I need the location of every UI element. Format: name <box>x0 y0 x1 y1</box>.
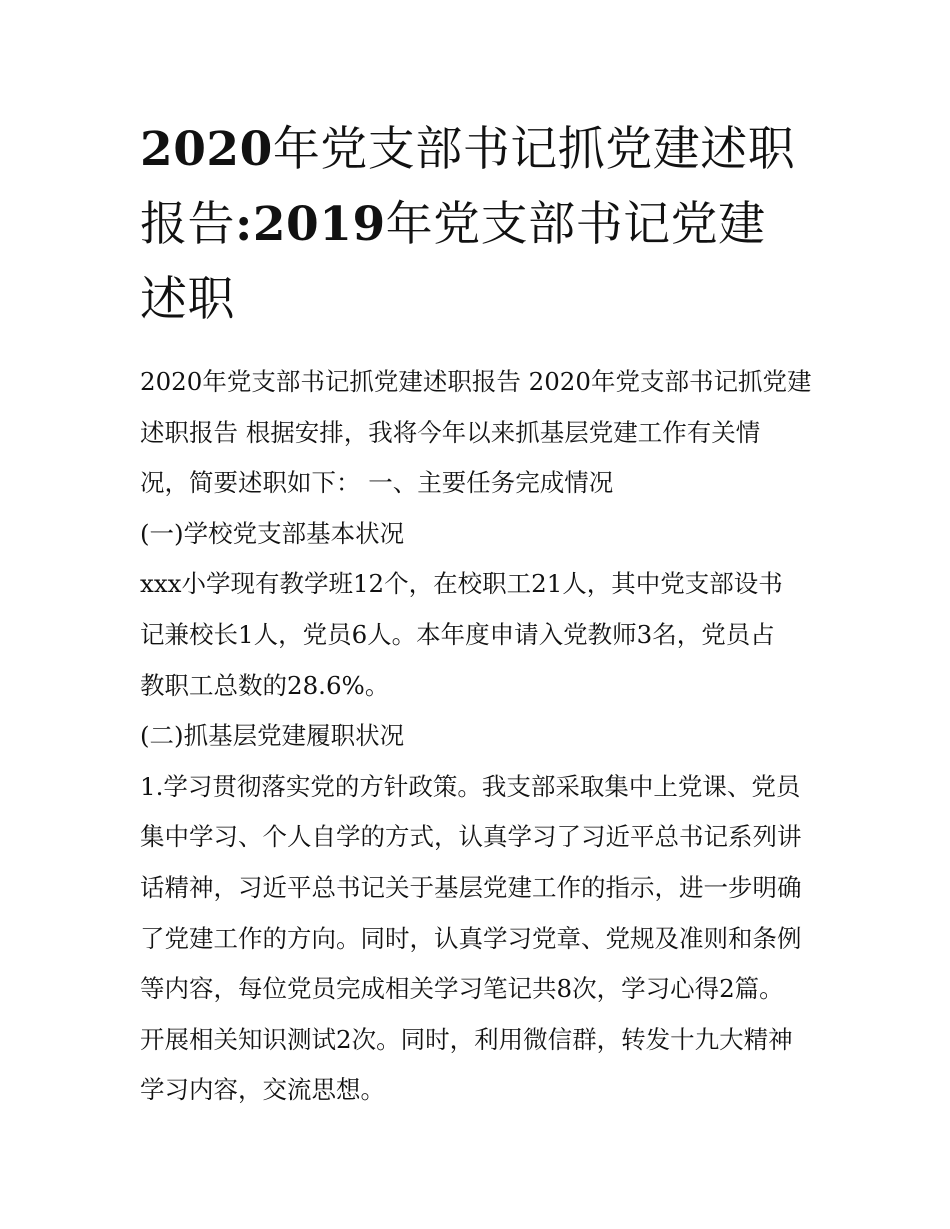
body-line: 话精神，习近平总书记关于基层党建工作的指示，进一步明确 <box>140 872 802 902</box>
title-line <box>140 187 820 262</box>
section-heading: (一)学校党支部基本状况 <box>140 518 405 548</box>
body-line: 1.学习贯彻落实党的方针政策。我支部采取集中上党课、党员 <box>140 771 801 801</box>
section-heading: (二)抓基层党建履职状况 <box>140 721 405 751</box>
title-line <box>140 112 820 187</box>
body-line: 开展相关知识测试2次。同时，利用微信群，转发十九大精神 <box>140 1024 793 1054</box>
body-line: 况，简要述职如下： 一、主要任务完成情况 <box>140 468 614 498</box>
title-year: :2019 <box>235 197 386 252</box>
document-body <box>140 357 820 1116</box>
title-text: 述职 <box>140 272 235 327</box>
body-line: xxx小学现有教学班12个，在校职工21人，其中党支部设书 <box>140 569 783 599</box>
body-line: 等内容，每位党员完成相关学习笔记共8次，学习心得2篇。 <box>140 974 784 1004</box>
document-title <box>140 112 820 337</box>
title-text: 报告 <box>140 197 235 252</box>
body-line: 教职工总数的28.6%。 <box>140 670 390 700</box>
title-text: 年党支部书记党建 <box>385 197 766 252</box>
body-line: 学习内容，交流思想。 <box>140 1075 385 1105</box>
title-year: 2020 <box>140 122 273 177</box>
body-line: 集中学习、个人自学的方式，认真学习了习近平总书记系列讲 <box>140 822 802 852</box>
body-line: 了党建工作的方向。同时，认真学习党章、党规及准则和条例 <box>140 923 802 953</box>
title-text: 年党支部书记抓党建述职 <box>272 122 796 177</box>
body-line: 记兼校长1人，党员6人。本年度申请入党教师3名，党员占 <box>140 619 775 649</box>
body-line: 2020年党支部书记抓党建述职报告 2020年党支部书记抓党建 <box>140 367 812 396</box>
title-line <box>140 262 820 337</box>
body-line: 述职报告 根据安排，我将今年以来抓基层党建工作有关情 <box>140 417 761 447</box>
